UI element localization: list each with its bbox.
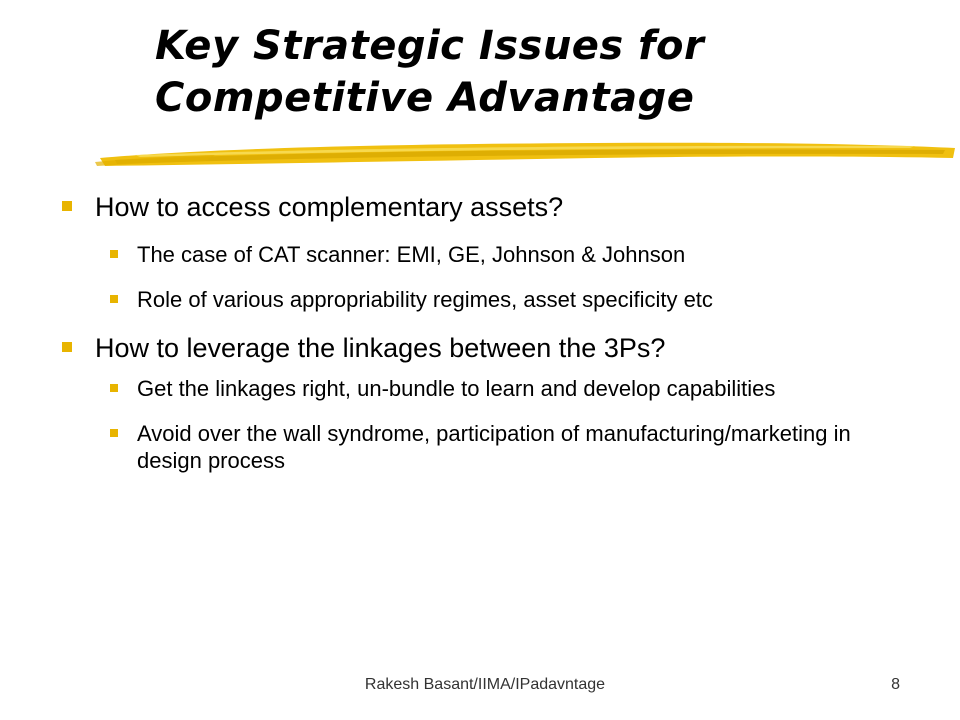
slide-title-line-2: Competitive Advantage — [155, 75, 695, 121]
sub-bullet-text: Avoid over the wall syndrome, participation of manufacturing/marketing in design process — [137, 421, 851, 473]
bullet-square-icon — [62, 201, 72, 211]
sub-bullet-item-2-2 — [60, 420, 920, 474]
bullet-square-icon — [110, 429, 118, 437]
bullet-text: How to access complementary assets? — [95, 192, 564, 222]
page-number: 8 — [891, 676, 900, 693]
bullet-square-icon — [110, 384, 118, 392]
sub-bullet-text: The case of CAT scanner: EMI, GE, Johnson & Johnson — [137, 242, 686, 267]
slide-title-line-1: Key Strategic Issues for — [155, 23, 705, 69]
sub-bullet-item-2-1 — [60, 375, 920, 402]
bullet-text: How to leverage the linkages between the 3Ps? — [95, 333, 666, 363]
bullet-item-2 — [60, 331, 920, 365]
brush-stroke-underline — [95, 134, 960, 174]
bullet-square-icon — [62, 342, 72, 352]
slide-title — [155, 20, 875, 124]
bullet-square-icon — [110, 295, 118, 303]
slide-footer: Rakesh Basant/IIMA/IPadavntage — [364, 676, 606, 693]
sub-bullet-text: Get the linkages right, un-bundle to learn and develop capabilities — [137, 376, 776, 401]
sub-bullet-item-1-2 — [60, 286, 920, 313]
bullet-list — [60, 190, 920, 474]
bullet-item-1 — [60, 190, 920, 224]
sub-bullet-item-1-1 — [60, 241, 920, 268]
sub-bullet-text: Role of various appropriability regimes, asset specificity etc — [137, 287, 713, 312]
bullet-square-icon — [110, 250, 118, 258]
